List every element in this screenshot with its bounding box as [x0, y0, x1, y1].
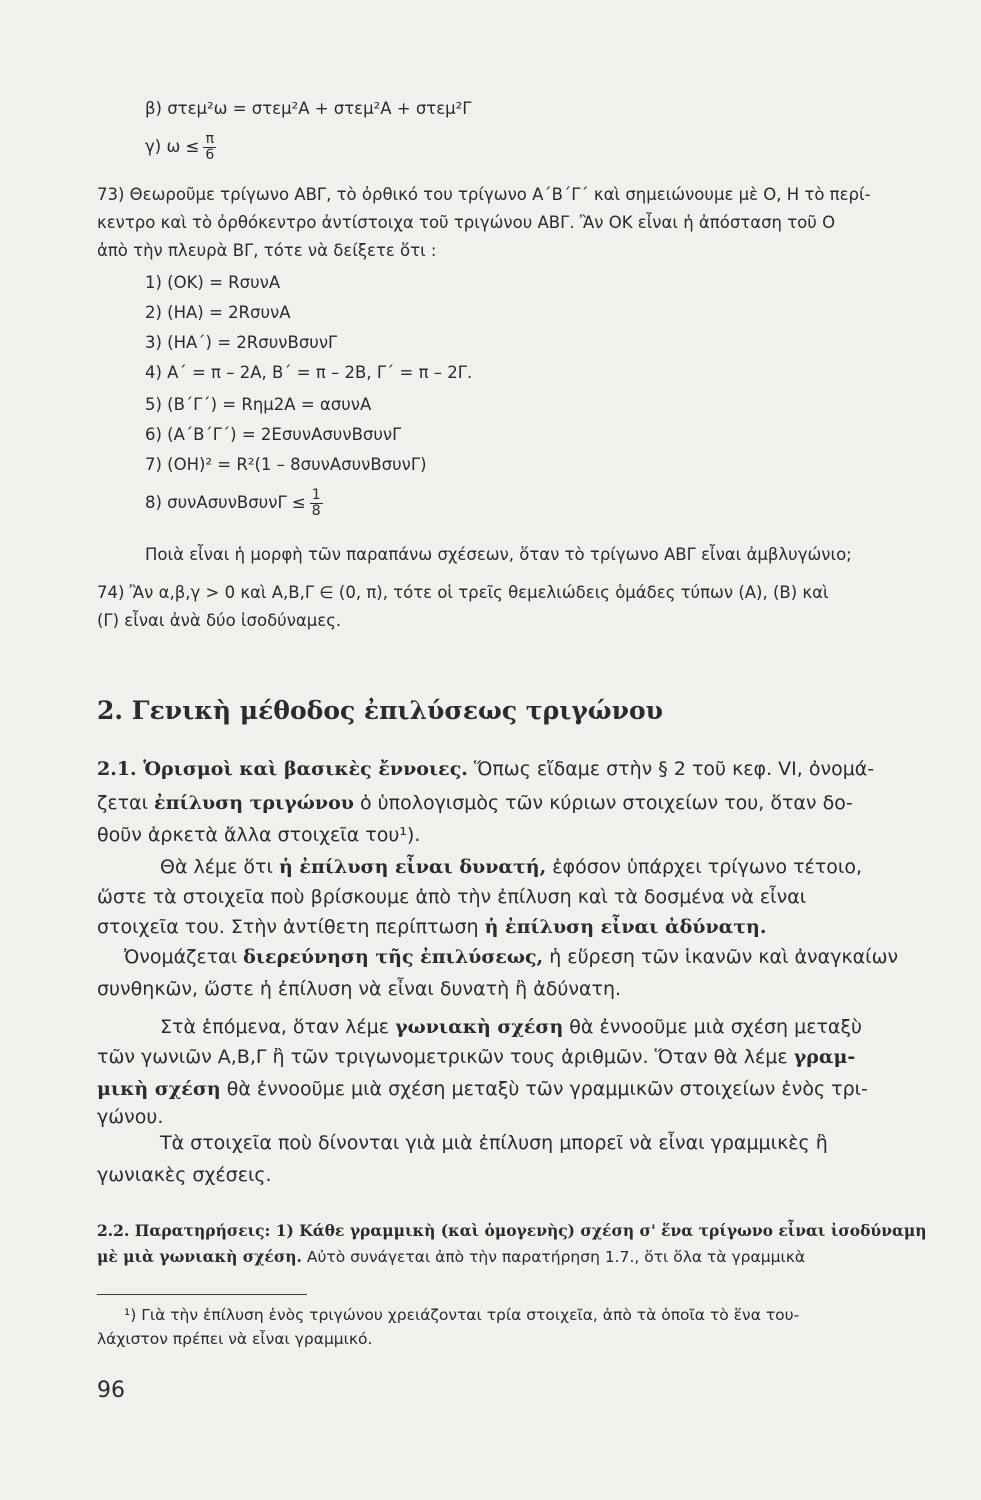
paragraph-5-line-1: Τὰ στοιχεῖα ποὺ δίνονται γιὰ μιὰ ἐπίλυση μπορεῖ νὰ εἶναι γραμμικὲς ἢ [160, 1132, 828, 1154]
term-linear-relation-part-1: γραμ- [793, 1046, 856, 1068]
paragraph-4-line-4: γώνου. [97, 1106, 164, 1128]
exercise-74-line-1: 74) Ἂν α,β,γ > 0 καὶ Α,Β,Γ ∈ (0, π), τότε οἱ τρεῖς θεμελιώδεις ὁμάδες τύπων (Α), (Β) καὶ [97, 583, 829, 602]
fraction-one-over-8 [310, 488, 323, 519]
fraction-numerator: π [203, 132, 216, 148]
list-item-7: 7) (ΟΗ)² = R²(1 – 8συνΑσυνΒσυνΓ) [145, 455, 427, 474]
exercise-73-line-3: ἀπὸ τὴν πλευρὰ ΒΓ, τότε νὰ δείξετε ὅτι : [97, 241, 437, 260]
fraction-denominator: 8 [311, 503, 321, 519]
term-angular-relation: γωνιακὴ σχέση [395, 1016, 564, 1038]
list-item-4: 4) Α΄ = π – 2Α, Β΄ = π – 2Β, Γ΄ = π – 2Γ. [145, 363, 473, 382]
text-run: ὁ ὑπολογισμὸς τῶν κύριων στοιχείων του, ὅταν δο- [353, 792, 853, 814]
section-2-2-line-2 [97, 1246, 805, 1268]
exercise-73-line-2: κεντρο καὶ τὸ ὀρθόκεντρο ἀντίστοιχα τοῦ τριγώνου ΑΒΓ. Ἂν ΟΚ εἶναι ἡ ἀπόσταση τοῦ Ο [97, 213, 836, 232]
term-angular-relation-2: μὲ μιὰ γωνιακὴ σχέση. [97, 1247, 302, 1266]
footnote-divider [97, 1294, 307, 1295]
footnote-line-1: ¹) Γιὰ τὴν ἐπίλυση ἑνὸς τριγώνου χρειάζονται τρία στοιχεῖα, ἀπὸ τὰ ὁποῖα τὸ ἕνα του- [124, 1306, 800, 1324]
term-solution-possible: ἡ ἐπίλυση εἶναι δυνατή, [278, 856, 547, 878]
question-line: Ποιὰ εἶναι ἡ μορφὴ τῶν παραπάνω σχέσεων, ὅταν τὸ τρίγωνο ΑΒΓ εἶναι ἀμβλυγώνιο; [145, 545, 852, 564]
footnote-line-2: λάχιστον πρέπει νὰ εἶναι γραμμικό. [97, 1330, 373, 1348]
paragraph-3-line-1 [124, 944, 898, 970]
paragraph-2-line-3 [97, 914, 766, 940]
paragraph-4-line-2 [97, 1044, 855, 1070]
text-run: Θὰ λέμε ὅτι [160, 856, 279, 878]
text-run: θὰ ἐννοοῦμε μιὰ σχέση μεταξὺ τῶν γραμμικῶν στοιχείων ἑνὸς τρι- [220, 1078, 868, 1100]
text-run: στοιχεῖα του. Στὴν ἀντίθετη περίπτωση [97, 916, 485, 938]
list-item-5: 5) (Β΄Γ΄) = Rημ2Α = ασυνΑ [145, 395, 372, 414]
paragraph-2-line-1 [160, 854, 862, 880]
paragraph-5-line-2: γωνιακὲς σχέσεις. [97, 1164, 272, 1186]
paragraph-4-line-1 [160, 1014, 862, 1040]
paragraph-3-line-2: συνθηκῶν, ὥστε ἡ ἐπίλυση νὰ εἶναι δυνατὴ ἢ ἀδύνατη. [97, 978, 622, 1000]
list-item-8 [145, 488, 323, 519]
section-2-1-line-2 [97, 790, 853, 816]
formula-gamma-prefix: γ) ω ≤ [145, 137, 200, 156]
section-2-1-line-3: θοῦν ἀρκετὰ ἄλλα στοιχεῖα του¹). [97, 824, 421, 846]
text-run: Ὀνομάζεται [124, 946, 244, 968]
section-2-1-line-1 [97, 756, 874, 782]
text-run: θὰ ἐννοοῦμε μιὰ σχέση μεταξὺ [563, 1016, 863, 1038]
paragraph-2-line-2: ὥστε τὰ στοιχεῖα ποὺ βρίσκουμε ἀπὸ τὴν ἐπίλυση καὶ τὰ δοσμένα νὰ εἶναι [97, 886, 807, 908]
list-item-1: 1) (ΟΚ) = RσυνΑ [145, 273, 281, 292]
text-run: Αὐτὸ συνάγεται ἀπὸ τὴν παρατήρηση 1.7., ὅτι ὅλα τὰ γραμμικὰ [301, 1248, 806, 1266]
text-run: ἡ εὕρεση τῶν ἱκανῶν καὶ ἀναγκαίων [543, 946, 899, 968]
section-2-1-line-1-text: Ὅπως εἴδαμε στὴν § 2 τοῦ κεφ. VI, ὀνομά- [467, 758, 875, 780]
formula-beta: β) στεμ²ω = στεμ²Α + στεμ²Α + στεμ²Γ [145, 99, 472, 118]
text-run: ἐφόσον ὑπάρχει τρίγωνο τέτοιο, [546, 856, 862, 878]
term-solution-of-triangle: ἐπίλυση τριγώνου [154, 792, 354, 814]
text-run: Στὰ ἑπόμενα, ὅταν λέμε [160, 1016, 396, 1038]
term-linear-relation-part-2: μικὴ σχέση [97, 1078, 221, 1100]
term-investigation: διερεύνηση τῆς ἐπιλύσεως, [243, 946, 544, 968]
formula-gamma [145, 132, 216, 163]
fraction-pi-over-6 [203, 132, 216, 163]
section-heading: 2. Γενικὴ μέθοδος ἐπιλύσεως τριγώνου [97, 696, 663, 725]
list-item-3: 3) (ΗΑ΄) = 2RσυνΒσυνΓ [145, 333, 338, 352]
text-run: τῶν γωνιῶν Α,Β,Γ ἢ τῶν τριγωνομετρικῶν τους ἀριθμῶν. Ὅταν θὰ λέμε [97, 1046, 794, 1068]
exercise-74-line-2: (Γ) εἶναι ἀνὰ δύο ἰσοδύναμες. [97, 611, 342, 630]
section-2-1-label: 2.1. Ὁρισμοὶ καὶ βασικὲς ἔννοιες. [97, 758, 468, 780]
fraction-numerator: 1 [311, 487, 321, 503]
list-item-2: 2) (ΗΑ) = 2RσυνΑ [145, 303, 291, 322]
section-2-2-line-1 [97, 1220, 927, 1242]
paragraph-4-line-3 [97, 1076, 868, 1102]
list-item-6: 6) (Α΄Β΄Γ΄) = 2ΕσυνΑσυνΒσυνΓ [145, 425, 402, 444]
page-number: 96 [97, 1378, 125, 1403]
exercise-73-line-1: 73) Θεωροῦμε τρίγωνο ΑΒΓ, τὸ ὀρθικό του τρίγωνο Α΄Β΄Γ΄ καὶ σημειώνουμε μὲ Ο, Η τὸ περί- [97, 185, 871, 204]
list-item-8-prefix: 8) συνΑσυνΒσυνΓ ≤ [145, 493, 306, 512]
section-2-2-label: 2.2. Παρατηρήσεις: 1) Κάθε γραμμικὴ (καὶ ὁμογενὴς) σχέση σ' ἕνα τρίγωνο εἶναι ἰσοδύναμη [97, 1221, 927, 1240]
text-run: ζεται [97, 792, 155, 814]
fraction-denominator: 6 [205, 147, 215, 163]
term-solution-impossible: ἡ ἐπίλυση εἶναι ἀδύνατη. [484, 916, 767, 938]
